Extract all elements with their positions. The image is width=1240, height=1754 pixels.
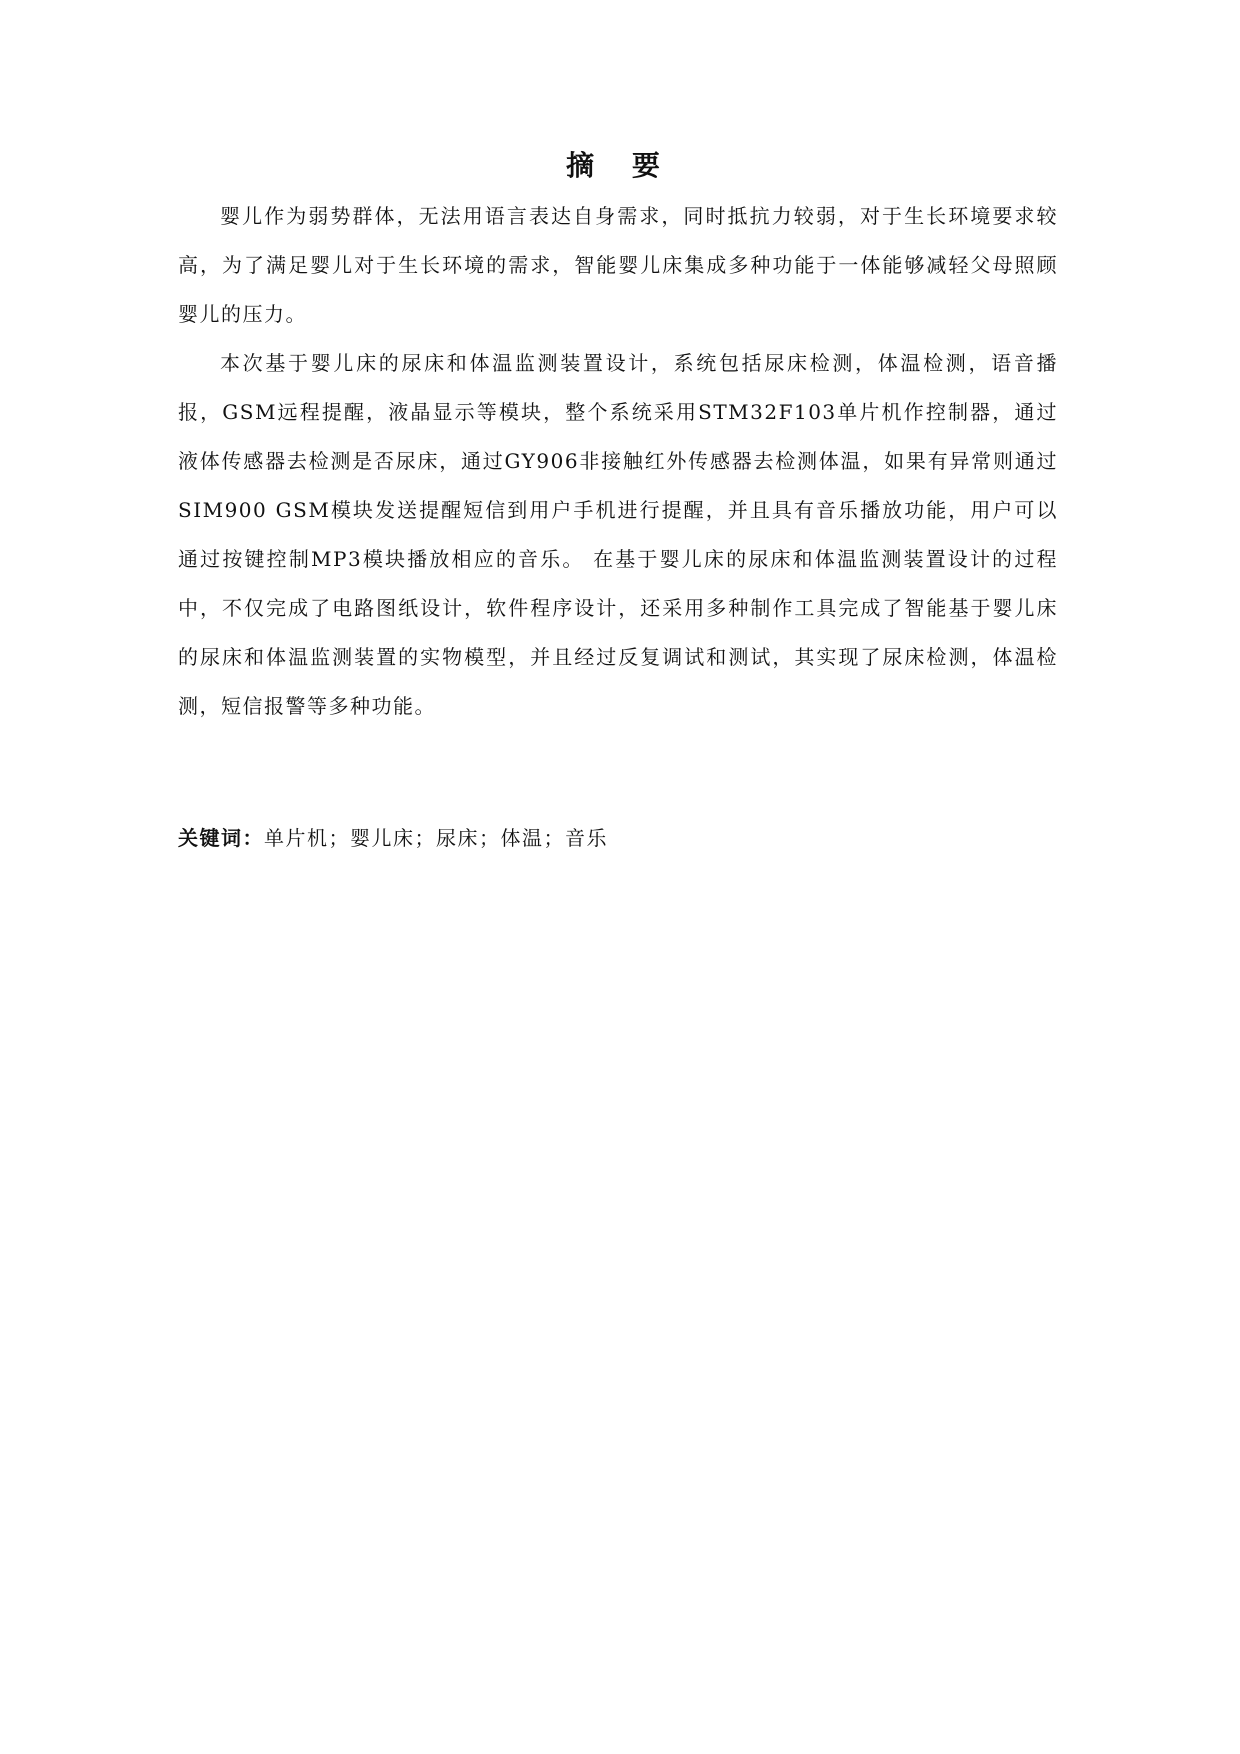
abstract-paragraph-2: 本次基于婴儿床的尿床和体温监测装置设计，系统包括尿床检测，体温检测，语音播报，GSM远程提醒，液晶显示等模块，整个系统采用STM32F103单片机作控制器，通过液体传感器去检测是否尿床，通过GY906非接触红外传感器去检测体温，如果有异常则通过SIM900 GSM模块发送提醒短信到用户手机进行提醒，并且具有音乐播放功能，用户可以通过按键控制MP3模块播放相应的音乐。 在基于婴儿床的尿床和体温监测装置设计的过程中，不仅完成了电路图纸设计，软件程序设计，还采用多种制作工具完成了智能基于婴儿床的尿床和体温监测装置的实物模型，并且经过反复调试和测试，其实现了尿床检测，体温检测，短信报警等多种功能。 (178, 351, 1058, 718)
keywords-label: 关键词： (178, 826, 264, 850)
keywords-text: 单片机；婴儿床；尿床；体温；音乐 (264, 826, 608, 850)
abstract-body (178, 192, 1058, 731)
keywords-line (178, 820, 1058, 856)
abstract-title: 摘 要 (566, 149, 674, 182)
abstract-paragraph-1: 婴儿作为弱势群体，无法用语言表达自身需求，同时抵抗力较弱，对于生长环境要求较高，为了满足婴儿对于生长环境的需求，智能婴儿床集成多种功能于一体能够减轻父母照顾婴儿的压力。 (178, 204, 1058, 326)
